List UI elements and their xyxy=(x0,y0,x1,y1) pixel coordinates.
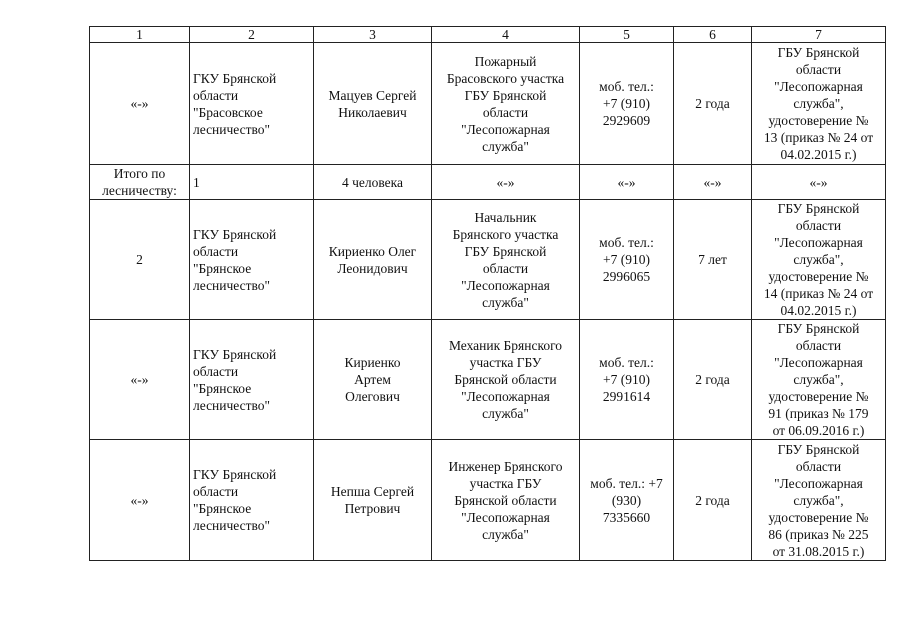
cell-line: области xyxy=(795,218,842,233)
cell-line: удостоверение № xyxy=(768,269,869,284)
cell-line: области xyxy=(482,104,529,120)
cell-line: +7 (910) xyxy=(603,252,650,267)
cell-line: лесничество" xyxy=(193,277,271,293)
cell-line: Итого по xyxy=(113,166,166,181)
cell-line: "Брасовское xyxy=(193,104,263,120)
cell-line: "Лесопожарная xyxy=(774,235,863,250)
column-number-4: 4 xyxy=(432,27,580,43)
staff-table xyxy=(89,26,886,561)
cell-line: 7335660 xyxy=(602,509,651,525)
column-number-1: 1 xyxy=(90,27,190,43)
cell-line: ГБУ Брянской xyxy=(464,87,547,103)
table-row xyxy=(90,200,886,320)
cell-line: служба", xyxy=(793,372,844,387)
cell-line: ГБУ Брянской xyxy=(777,201,860,216)
cell-line: Мацуев Сергей xyxy=(328,87,417,103)
column-number-3: 3 xyxy=(314,27,432,43)
person-name-cell: 4 человека xyxy=(314,165,432,200)
cell-line: Леонидович xyxy=(337,260,408,276)
phone-cell xyxy=(580,320,674,440)
experience-cell: 2 года xyxy=(674,440,752,561)
cell-line: лесничество" xyxy=(193,397,271,413)
position-cell xyxy=(432,43,580,165)
cell-line: служба" xyxy=(482,406,529,421)
experience-cell: «-» xyxy=(674,165,752,200)
cell-line: Кириенко Олег xyxy=(328,243,417,259)
cell-line: служба", xyxy=(793,492,844,508)
position-cell xyxy=(432,440,580,561)
forestry-cell xyxy=(190,200,314,320)
forestry-cell xyxy=(190,320,314,440)
certificate-cell xyxy=(752,200,886,320)
cell-line: Брянского участка xyxy=(452,226,559,242)
cell-line: моб. тел.: xyxy=(599,355,654,370)
column-number-7: 7 xyxy=(752,27,886,43)
table-row xyxy=(90,440,886,561)
cell-line: 14 (приказ № 24 от xyxy=(763,286,874,301)
position-cell: «-» xyxy=(432,165,580,200)
cell-line: моб. тел.: +7 xyxy=(590,475,663,491)
cell-line: "Лесопожарная xyxy=(774,355,863,370)
total-row xyxy=(90,165,886,200)
cell-line: 86 (приказ № 225 xyxy=(768,526,869,542)
person-name-cell xyxy=(314,200,432,320)
cell-line: Олегович xyxy=(345,389,400,404)
person-name-cell xyxy=(314,320,432,440)
cell-line: "Брянское xyxy=(193,380,252,396)
cell-line: Петрович xyxy=(344,501,401,516)
cell-line: 91 (приказ № 179 xyxy=(768,406,869,421)
cell-line: Николаевич xyxy=(338,104,407,120)
cell-line: 04.02.2015 г.) xyxy=(780,303,857,318)
cell-line: "Лесопожарная xyxy=(774,79,863,94)
cell-line: Кириенко xyxy=(344,355,401,370)
cell-line: Непша Сергей xyxy=(330,484,415,499)
position-cell xyxy=(432,200,580,320)
cell-line: моб. тел.: xyxy=(599,79,654,94)
cell-line: ГБУ Брянской xyxy=(777,321,860,336)
cell-line: 2929609 xyxy=(602,113,651,128)
cell-line: служба", xyxy=(793,96,844,111)
cell-line: 2991614 xyxy=(602,389,651,404)
cell-line: Пожарный xyxy=(474,53,537,69)
cell-line: области xyxy=(193,484,239,499)
cell-line: ГБУ Брянской xyxy=(464,243,547,259)
cell-line: области xyxy=(193,363,239,379)
cell-line: моб. тел.: xyxy=(599,235,654,250)
phone-cell: «-» xyxy=(580,165,674,200)
phone-cell xyxy=(580,440,674,561)
cell-line: лесничество" xyxy=(193,518,271,533)
cell-line: Инженер Брянского xyxy=(448,458,563,474)
header-row xyxy=(90,27,886,43)
cell-line: служба" xyxy=(482,526,529,542)
cell-line: ГКУ Брянской xyxy=(193,467,277,482)
cell-line: области xyxy=(795,338,842,353)
person-name-cell xyxy=(314,440,432,561)
cell-line: ГКУ Брянской xyxy=(193,226,277,242)
cell-line: удостоверение № xyxy=(768,509,869,525)
row-number-cell xyxy=(90,165,190,200)
cell-line: от 31.08.2015 г.) xyxy=(772,543,865,559)
cell-line: Артем xyxy=(354,372,391,387)
cell-line: Брянской области xyxy=(454,372,557,387)
cell-line: области xyxy=(193,87,239,103)
cell-line: +7 (910) xyxy=(603,96,650,111)
column-number-2: 2 xyxy=(190,27,314,43)
cell-line: (930) xyxy=(611,492,642,508)
cell-line: служба" xyxy=(482,138,529,154)
forestry-cell xyxy=(190,43,314,165)
certificate-cell: «-» xyxy=(752,165,886,200)
certificate-cell xyxy=(752,440,886,561)
certificate-cell xyxy=(752,320,886,440)
cell-line: удостоверение № xyxy=(768,389,869,404)
cell-line: служба", xyxy=(793,252,844,267)
cell-line: 2996065 xyxy=(602,269,651,284)
row-number-cell: «-» xyxy=(90,440,190,561)
forestry-cell: 1 xyxy=(190,165,314,200)
cell-line: "Лесопожарная xyxy=(774,475,863,491)
cell-line: лесничество" xyxy=(193,121,271,137)
row-number-cell: «-» xyxy=(90,43,190,165)
cell-line: ГКУ Брянской xyxy=(193,346,277,362)
cell-line: "Брянское xyxy=(193,501,252,516)
experience-cell: 7 лет xyxy=(674,200,752,320)
cell-line: +7 (910) xyxy=(603,372,650,387)
cell-line: области xyxy=(795,62,842,77)
cell-line: "Лесопожарная xyxy=(461,509,550,525)
cell-line: "Лесопожарная xyxy=(461,121,550,137)
cell-line: Начальник xyxy=(474,209,537,225)
phone-cell xyxy=(580,43,674,165)
cell-line: участка ГБУ xyxy=(469,475,542,491)
cell-line: ГБУ Брянской xyxy=(777,441,860,457)
cell-line: области xyxy=(193,243,239,259)
experience-cell: 2 года xyxy=(674,320,752,440)
forestry-cell xyxy=(190,440,314,561)
cell-line: 13 (приказ № 24 от xyxy=(763,130,874,145)
person-name-cell xyxy=(314,43,432,165)
cell-line: 04.02.2015 г.) xyxy=(780,147,857,162)
cell-line: "Брянское xyxy=(193,260,252,276)
cell-line: ГБУ Брянской xyxy=(777,45,860,60)
cell-line: "Лесопожарная xyxy=(461,277,550,293)
cell-line: удостоверение № xyxy=(768,113,869,128)
phone-cell xyxy=(580,200,674,320)
position-cell xyxy=(432,320,580,440)
cell-line: Брянской области xyxy=(454,492,557,508)
experience-cell: 2 года xyxy=(674,43,752,165)
cell-line: области xyxy=(482,260,529,276)
column-number-6: 6 xyxy=(674,27,752,43)
cell-line: области xyxy=(795,458,842,474)
cell-line: "Лесопожарная xyxy=(461,389,550,404)
cell-line: служба" xyxy=(482,294,529,310)
cell-line: ГКУ Брянской xyxy=(193,70,277,86)
cell-line: от 06.09.2016 г.) xyxy=(772,423,865,438)
cell-line: участка ГБУ xyxy=(469,355,542,370)
table-row xyxy=(90,320,886,440)
cell-line: Механик Брянского xyxy=(448,338,563,353)
cell-line: Брасовского участка xyxy=(446,70,565,86)
cell-line: лесничеству: xyxy=(102,183,177,198)
row-number-cell: 2 xyxy=(90,200,190,320)
row-number-cell: «-» xyxy=(90,320,190,440)
column-number-5: 5 xyxy=(580,27,674,43)
table-row xyxy=(90,43,886,165)
certificate-cell xyxy=(752,43,886,165)
